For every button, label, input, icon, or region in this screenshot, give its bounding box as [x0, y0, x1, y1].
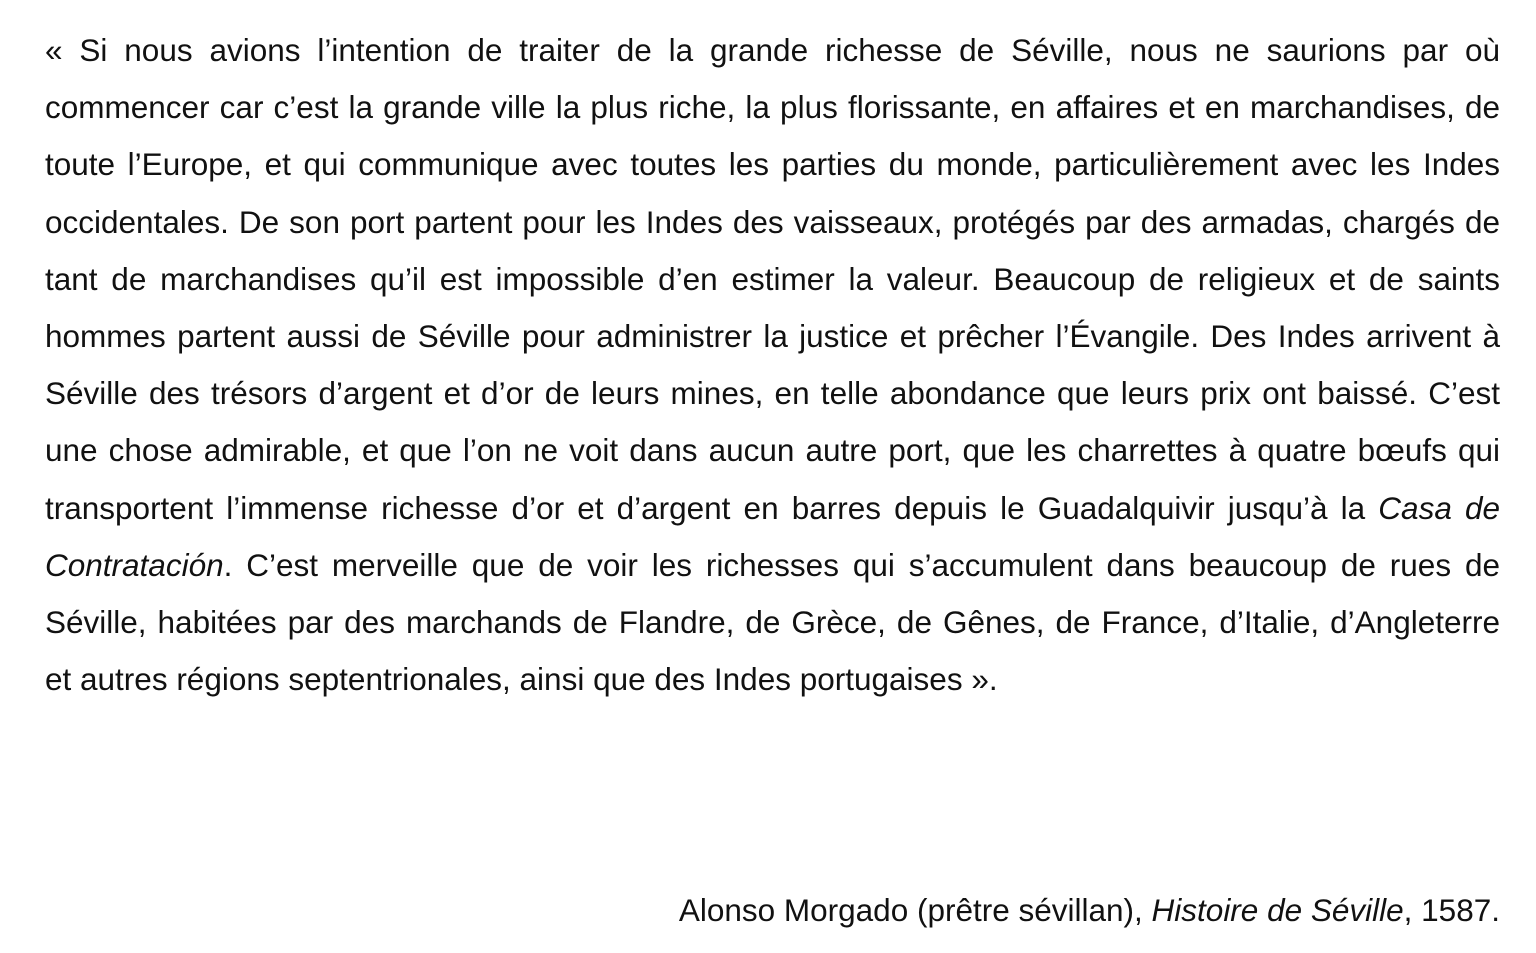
- document: [45, 22, 1500, 708]
- quote-paragraph: [45, 22, 1500, 708]
- source-citation: [679, 882, 1500, 939]
- quote-text-part-1: « Si nous avions l’intention de traiter de la grande richesse de Séville, nous ne saurions par où commencer car c’est la grande ville la plus riche, la plus florissante, en affaires et en marchandises, de toute l’Europe, et qui communique avec toutes les parties du monde, particulièrement avec les Indes occidentales. De son port partent pour les Indes des vaisseaux, protégés par des armadas, chargés de tant de marchandises qu’il est impossible d’en estimer la valeur. Beaucoup de religieux et de saints hommes partent aussi de Séville pour administrer la justice et prêcher l’Évangile. Des Indes arrivent à Séville des trésors d’argent et d’or de leurs mines, en telle abondance que leurs prix ont baissé. C’est une chose admirable, et que l’on ne voit dans aucun autre port, que les charrettes à quatre bœufs qui transportent l’immense richesse d’or et d’argent en barres depuis le Guadalquivir jusqu’à la: [45, 32, 1500, 526]
- quote-text-part-2: . C’est merveille que de voir les richesses qui s’accumulent dans beaucoup de rues de Séville, habitées par des marchands de Flandre, de Grèce, de Gênes, de France, d’Italie, d’Angleterre et autres régions septentrionales, ainsi que des Indes portugaises ».: [45, 546, 1500, 698]
- casa-de-contratacion-term: Casa de Contratación: [45, 489, 1500, 583]
- source-title: Histoire de Séville: [1151, 892, 1404, 928]
- source-year: , 1587.: [1403, 892, 1500, 928]
- source-author: Alonso Morgado (prêtre sévillan),: [678, 892, 1152, 928]
